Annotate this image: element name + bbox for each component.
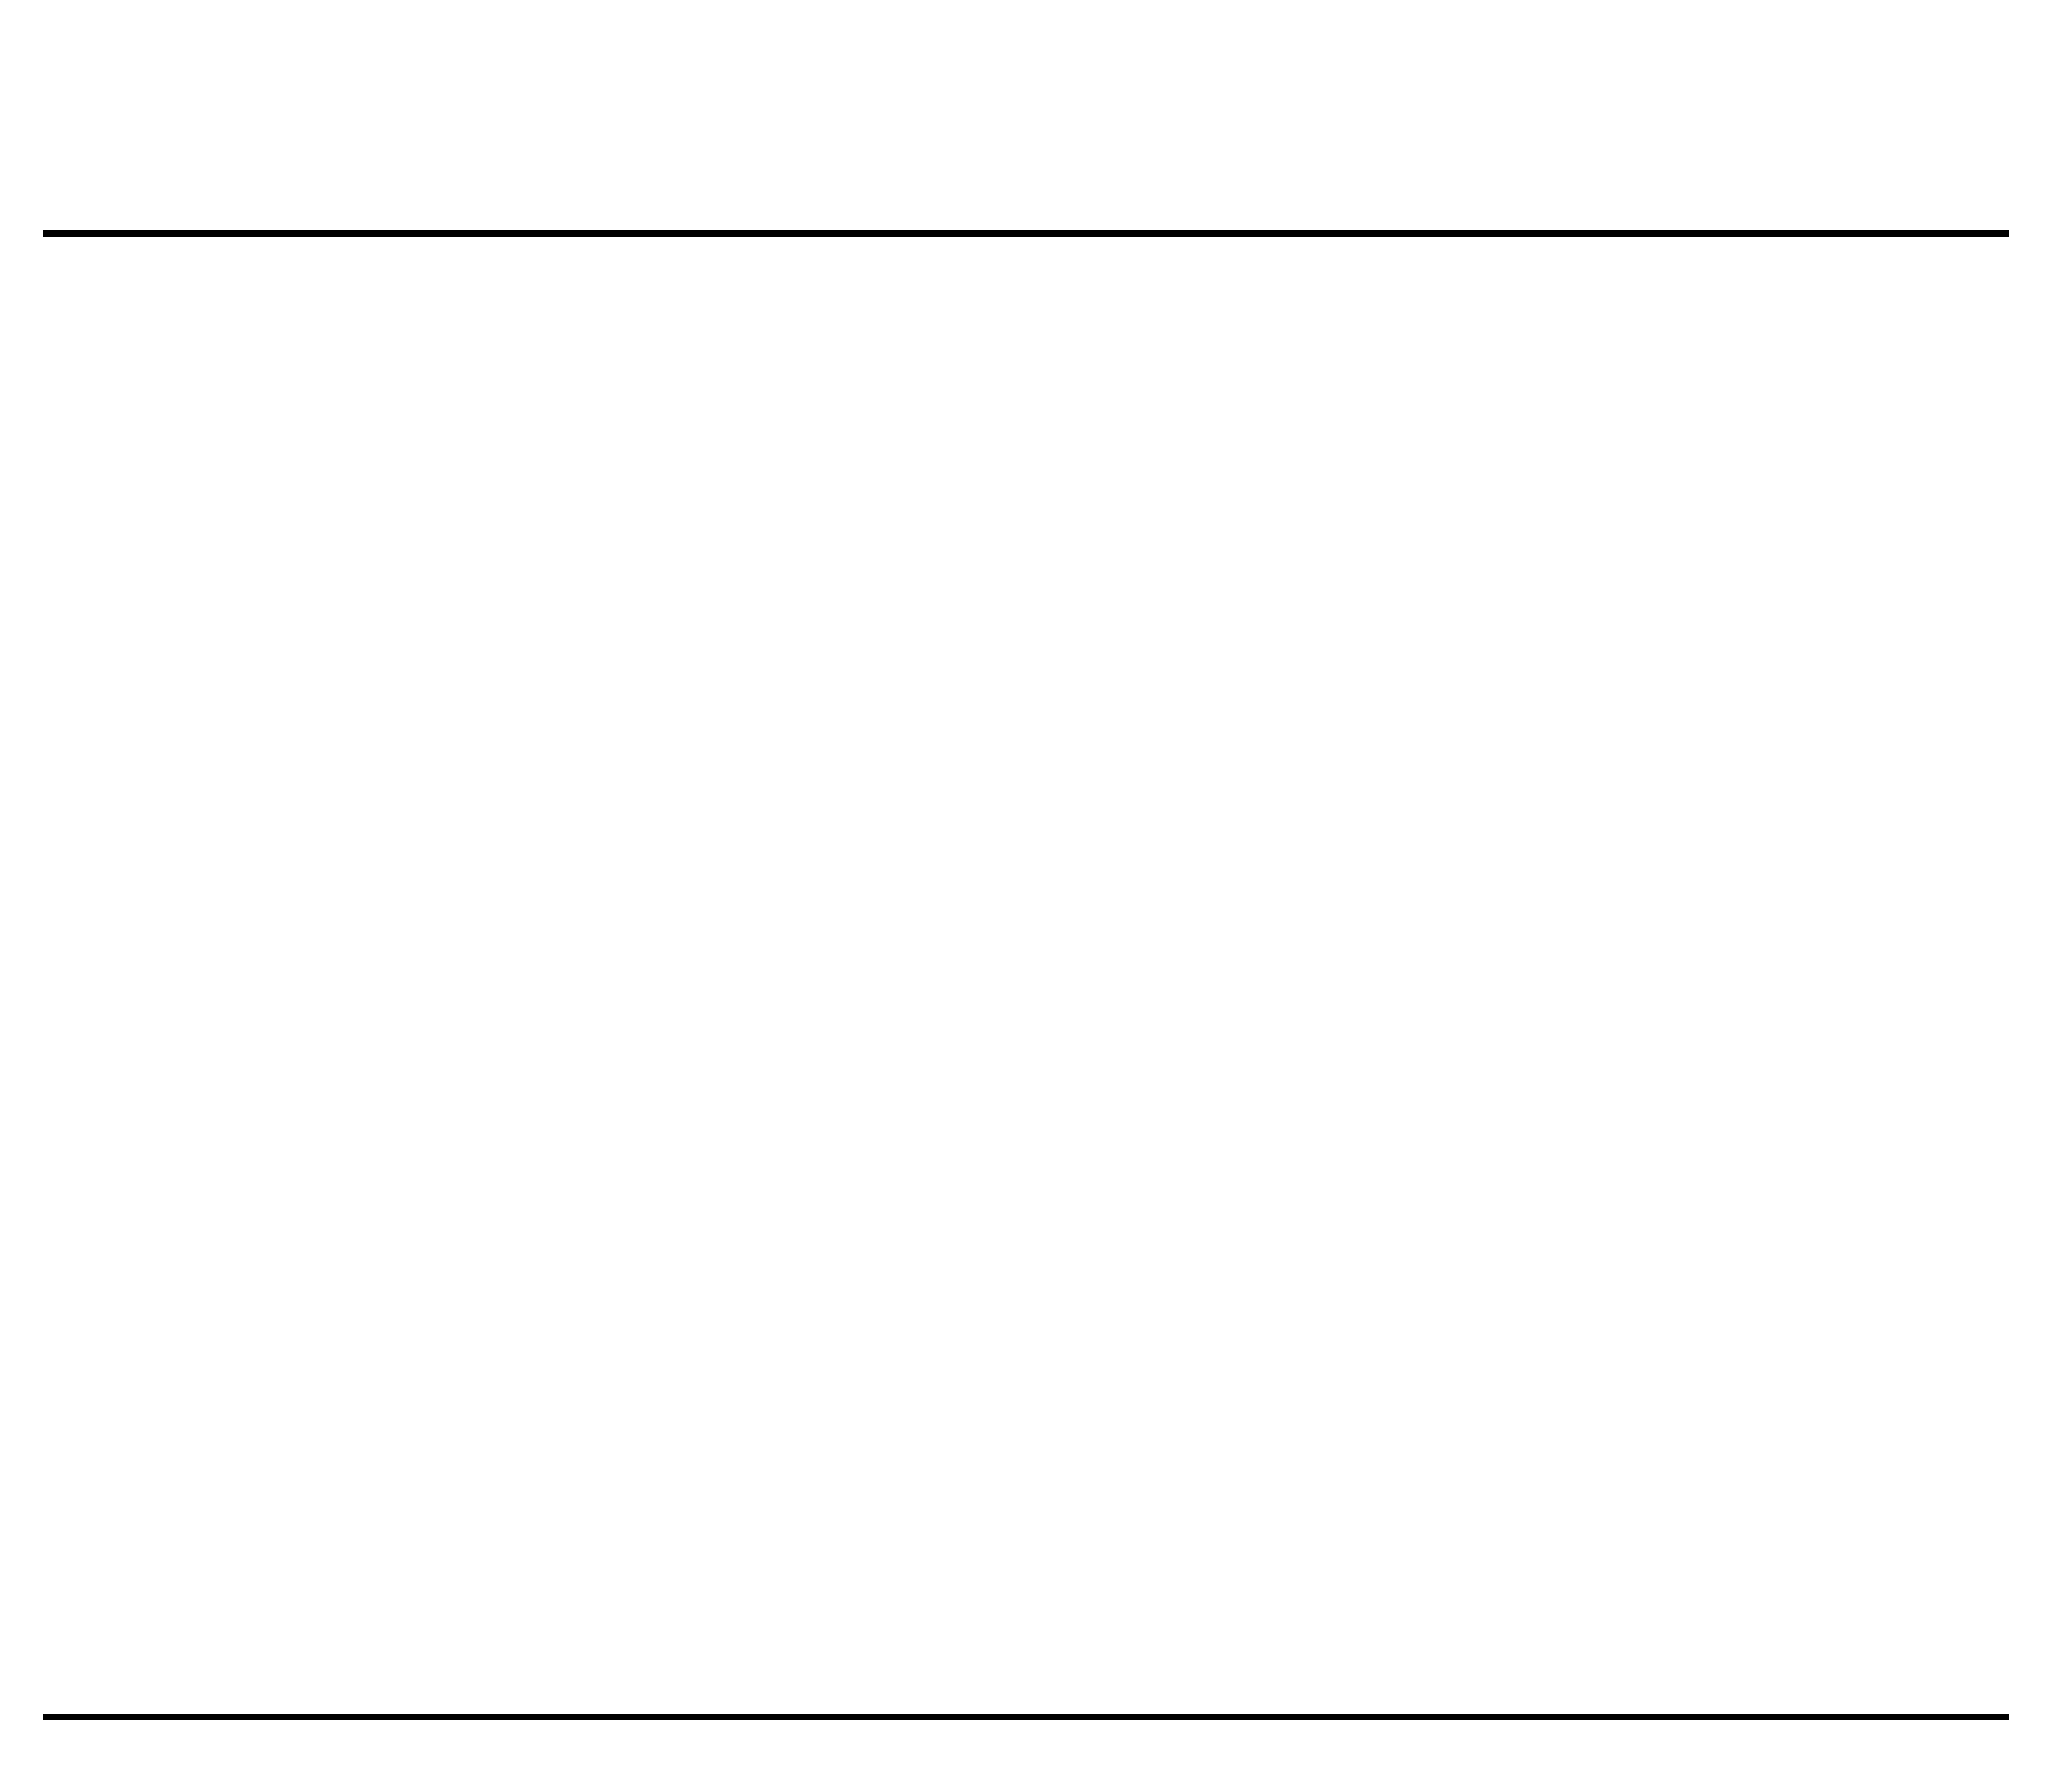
ggpairs-matrix	[42, 277, 2013, 1689]
bottom-divider	[43, 1714, 2009, 1720]
top-divider	[43, 230, 2009, 237]
